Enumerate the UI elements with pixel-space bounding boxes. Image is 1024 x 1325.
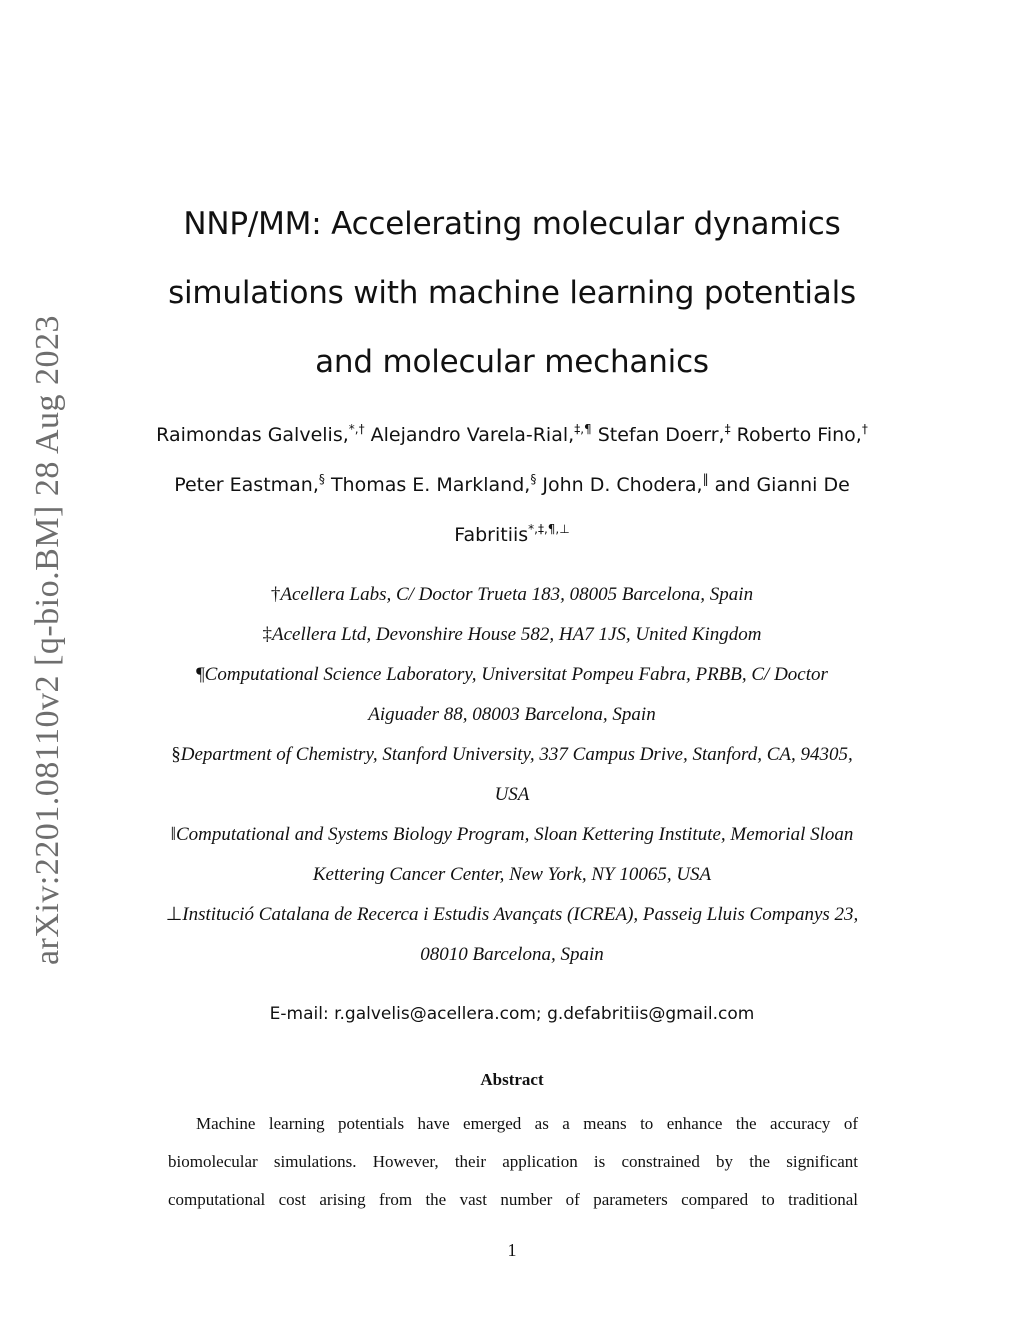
affiliation-line <box>100 938 924 978</box>
affiliation-mark: § <box>171 744 181 765</box>
author-name: Fabritiis <box>454 524 529 546</box>
affiliation-text: Kettering Cancer Center, New York, NY 10065, USA <box>312 864 712 885</box>
affiliation-line <box>100 698 924 738</box>
author-affiliation-marks: § <box>530 472 537 486</box>
affiliation-line <box>100 858 924 898</box>
affiliation-text: Department of Chemistry, Stanford University, 337 Campus Drive, Stanford, CA, 94305, <box>180 744 853 765</box>
author-list <box>110 418 914 568</box>
affiliation-text: Institució Catalana de Recerca i Estudis Avançats (ICREA), Passeig Lluis Companys 23, <box>182 904 859 925</box>
author-name: Alejandro Varela-Rial, <box>370 424 575 446</box>
abstract-heading: Abstract <box>480 1070 544 1089</box>
abstract-line: biomolecular simulations. However, their application is constrained by the significant <box>168 1152 858 1171</box>
abstract-body <box>168 1108 858 1222</box>
affiliation-line <box>100 778 924 818</box>
affiliation-text: Acellera Ltd, Devonshire House 582, HA7 1JS, United Kingdom <box>271 624 762 645</box>
affiliation-line <box>100 818 924 858</box>
affiliation-text: Acellera Labs, C/ Doctor Trueta 183, 08005 Barcelona, Spain <box>280 584 754 605</box>
affiliation-text: Computational Science Laboratory, Universitat Pompeu Fabra, PRBB, C/ Doctor <box>204 664 828 685</box>
author-line <box>110 468 914 518</box>
author-name: Raimondas Galvelis, <box>156 424 349 446</box>
affiliation-text: 08010 Barcelona, Spain <box>420 944 604 965</box>
affiliation-line <box>100 658 924 698</box>
author-affiliation-marks: ‖ <box>702 472 709 486</box>
author-line <box>110 418 914 468</box>
affiliation-line <box>100 898 924 938</box>
affiliation-mark: † <box>270 584 281 605</box>
affiliation-text: Aiguader 88, 08003 Barcelona, Spain <box>368 704 656 725</box>
affiliation-mark: ¶ <box>196 664 205 685</box>
paper-title <box>110 190 914 397</box>
affiliation-mark: ‖ <box>170 824 176 845</box>
affiliation-mark: ‡ <box>262 624 272 645</box>
author-name: Thomas E. Markland, <box>330 474 531 496</box>
author-affiliation-marks: † <box>861 422 868 436</box>
affiliation-mark: ⊥ <box>165 904 183 925</box>
contact-email: E-mail: r.galvelis@acellera.com; g.defabritiis@gmail.com <box>269 1004 755 1024</box>
page-number: 1 <box>507 1240 517 1260</box>
author-affiliation-marks: *,† <box>348 422 365 436</box>
affiliation-line <box>100 578 924 618</box>
author-name: and Gianni De <box>714 474 850 496</box>
title-line: and molecular mechanics <box>315 344 709 380</box>
affiliation-line <box>100 738 924 778</box>
affiliation-list <box>100 578 924 978</box>
author-name: John D. Chodera, <box>542 474 703 496</box>
abstract-line: Machine learning potentials have emerged as a means to enhance the accuracy of <box>196 1114 858 1133</box>
affiliation-line <box>100 618 924 658</box>
affiliation-text: USA <box>494 784 530 805</box>
author-name: Peter Eastman, <box>174 474 319 496</box>
author-line <box>110 518 914 568</box>
title-line: NNP/MM: Accelerating molecular dynamics <box>183 206 841 242</box>
author-affiliation-marks: ‡ <box>724 422 731 436</box>
abstract-line: computational cost arising from the vast number of parameters compared to traditional <box>168 1190 858 1209</box>
affiliation-text: Computational and Systems Biology Program, Sloan Kettering Institute, Memorial Sloan <box>175 824 854 845</box>
author-name: Roberto Fino, <box>736 424 862 446</box>
author-affiliation-marks: *,‡,¶,⊥ <box>528 522 570 536</box>
author-affiliation-marks: § <box>318 472 325 486</box>
author-affiliation-marks: ‡,¶ <box>574 422 592 436</box>
title-line: simulations with machine learning potentials <box>168 275 856 311</box>
author-name: Stefan Doerr, <box>597 424 725 446</box>
arxiv-identifier-stamp: arXiv:2201.08110v2 [q-bio.BM] 28 Aug 2023 <box>29 314 66 966</box>
